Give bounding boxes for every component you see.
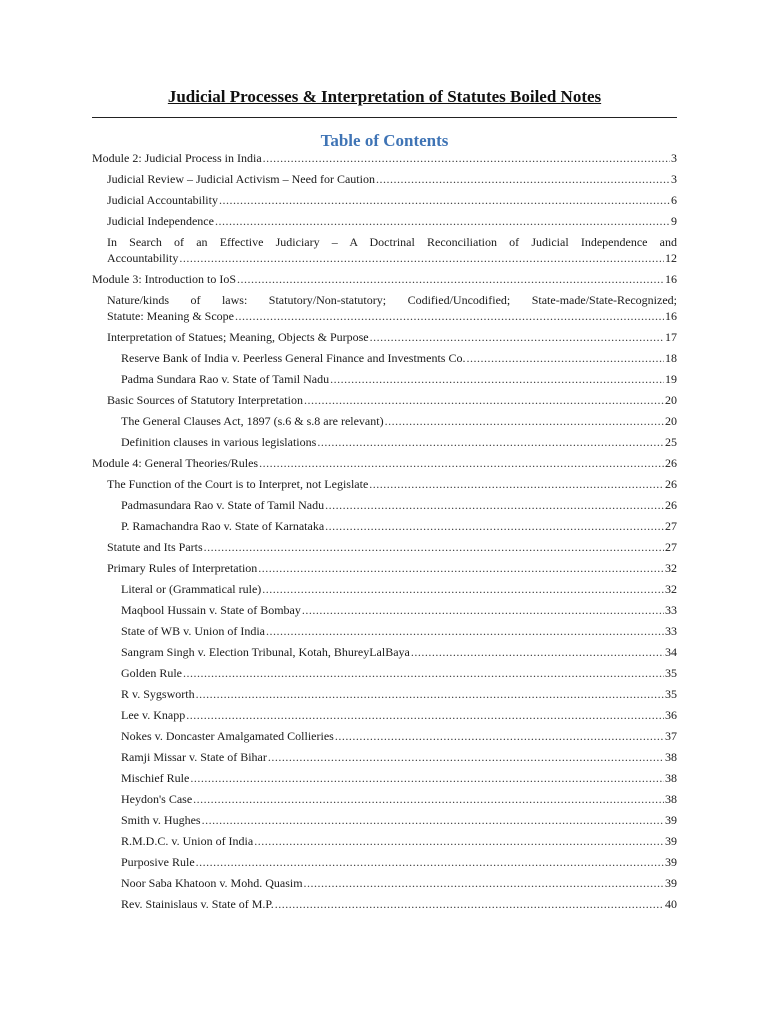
toc-entry-text: Noor Saba Khatoon v. Mohd. Quasim xyxy=(121,876,303,890)
dot-leader xyxy=(317,434,664,450)
toc-entry-row xyxy=(121,833,677,849)
toc-entry-page: 9 xyxy=(671,214,677,228)
dot-leader xyxy=(179,250,664,266)
dot-leader xyxy=(302,602,664,618)
dot-leader xyxy=(204,539,664,555)
toc-entry[interactable] xyxy=(92,476,677,492)
toc-entry-page: 32 xyxy=(665,582,677,596)
toc-entry-text: Maqbool Hussain v. State of Bombay xyxy=(121,603,301,617)
toc-entry-text-line1: Nature/kinds of laws: Statutory/Non-statutory; Codified/Uncodified; State-made/State-Recognized; xyxy=(107,293,677,307)
dot-leader xyxy=(196,686,664,702)
toc-entry-page: 36 xyxy=(665,708,677,722)
toc-entry-text: State of WB v. Union of India xyxy=(121,624,265,638)
toc-entry-page: 39 xyxy=(665,834,677,848)
toc-entry[interactable] xyxy=(92,234,677,266)
toc-entry[interactable] xyxy=(92,875,677,891)
toc-entry[interactable] xyxy=(92,623,677,639)
toc-entry-text: The General Clauses Act, 1897 (s.6 & s.8 are relevant) xyxy=(121,414,384,428)
toc-entry-text: P. Ramachandra Rao v. State of Karnataka xyxy=(121,519,325,533)
toc-entry-text: Accountability xyxy=(107,251,179,265)
toc-entry[interactable] xyxy=(92,749,677,765)
toc-heading: Table of Contents xyxy=(320,131,449,150)
toc-entry-row xyxy=(121,644,677,660)
toc-entry-row xyxy=(92,271,677,287)
dot-leader xyxy=(304,875,664,891)
toc-entry-page: 39 xyxy=(665,855,677,869)
dot-leader xyxy=(262,581,664,597)
toc-entry-text: Interpretation of Statues; Meaning, Objects & Purpose xyxy=(107,330,369,344)
toc-entry-row xyxy=(121,665,677,681)
dot-leader xyxy=(376,171,670,187)
toc-entry[interactable] xyxy=(92,192,677,208)
toc-entry-row xyxy=(121,791,677,807)
toc-entry-row xyxy=(107,308,677,324)
toc-entry-text: Padma Sundara Rao v. State of Tamil Nadu xyxy=(121,372,330,386)
toc-entry-text: Rev. Stainislaus v. State of M.P. xyxy=(121,897,274,911)
toc-entry[interactable] xyxy=(92,791,677,807)
toc-entry-row xyxy=(107,192,677,208)
toc-entry-text: Golden Rule xyxy=(121,666,182,680)
toc-entry-page: 35 xyxy=(665,666,677,680)
toc-entry-page: 40 xyxy=(665,897,677,911)
dot-leader xyxy=(193,791,664,807)
toc-entry-text: Module 4: General Theories/Rules xyxy=(92,456,259,470)
toc-entry[interactable] xyxy=(92,539,677,555)
dot-leader xyxy=(258,560,664,576)
toc-entry-row xyxy=(107,329,677,345)
toc-entry-text: The Function of the Court is to Interpret, not Legislate xyxy=(107,477,369,491)
toc-entry-row xyxy=(121,875,677,891)
toc-entry[interactable] xyxy=(92,150,677,166)
toc-entry-page: 3 xyxy=(671,172,677,186)
toc-entry-row xyxy=(107,171,677,187)
toc-entry[interactable] xyxy=(92,392,677,408)
toc-entry-page: 6 xyxy=(671,193,677,207)
toc-entry-row xyxy=(121,371,677,387)
dot-leader xyxy=(235,308,664,324)
toc-entry-text: Judicial Review – Judicial Activism – Need for Caution xyxy=(107,172,375,186)
toc-entry-page: 26 xyxy=(665,477,677,491)
toc-entry[interactable] xyxy=(92,728,677,744)
dot-leader xyxy=(202,812,664,828)
toc-entry[interactable] xyxy=(92,329,677,345)
toc-entry-text: Ramji Missar v. State of Bihar xyxy=(121,750,267,764)
toc-entry-row xyxy=(121,728,677,744)
toc-entry-row xyxy=(121,686,677,702)
toc-entry-row xyxy=(107,392,677,408)
toc-entry-row xyxy=(121,623,677,639)
toc-entry-row xyxy=(121,350,677,366)
toc-entry-text: Basic Sources of Statutory Interpretation xyxy=(107,393,303,407)
toc-entry[interactable] xyxy=(92,644,677,660)
title-divider xyxy=(92,117,677,118)
toc-entry[interactable] xyxy=(92,213,677,229)
toc-entry-row xyxy=(107,539,677,555)
toc-entry-row xyxy=(92,150,677,166)
dot-leader xyxy=(263,150,670,166)
toc-entry-text: Heydon's Case xyxy=(121,792,193,806)
toc-entry-text: Primary Rules of Interpretation xyxy=(107,561,258,575)
toc-entry-text: Literal or (Grammatical rule) xyxy=(121,582,262,596)
toc-entry-text: Purposive Rule xyxy=(121,855,195,869)
toc-entry[interactable] xyxy=(92,602,677,618)
dot-leader xyxy=(215,213,670,229)
toc-entry-row xyxy=(121,707,677,723)
dot-leader xyxy=(335,728,664,744)
dot-leader xyxy=(219,192,670,208)
toc-entry-page: 26 xyxy=(665,456,677,470)
toc-entry-text: R v. Sygsworth xyxy=(121,687,195,701)
toc-entry-page: 39 xyxy=(665,876,677,890)
toc-entry-text: Mischief Rule xyxy=(121,771,190,785)
toc-entry-row xyxy=(107,250,677,266)
toc-entry-text: Lee v. Knapp xyxy=(121,708,186,722)
toc-entry-page: 38 xyxy=(665,750,677,764)
toc-entry-page: 38 xyxy=(665,771,677,785)
toc-entry-text: Module 2: Judicial Process in India xyxy=(92,151,262,165)
toc-entry-page: 37 xyxy=(665,729,677,743)
dot-leader xyxy=(254,833,664,849)
document-title: Judicial Processes & Interpretation of Statutes Boiled Notes xyxy=(167,87,602,106)
toc-entry-text: Judicial Accountability xyxy=(107,193,218,207)
dot-leader xyxy=(183,665,664,681)
dot-leader xyxy=(466,350,664,366)
dot-leader xyxy=(196,854,664,870)
toc-entry[interactable] xyxy=(92,518,677,534)
toc-entry-page: 34 xyxy=(665,645,677,659)
toc-entry[interactable] xyxy=(92,665,677,681)
toc-entry-page: 19 xyxy=(665,372,677,386)
dot-leader xyxy=(275,896,664,912)
toc-entry-text: Module 3: Introduction to IoS xyxy=(92,272,236,286)
toc-entry-page: 17 xyxy=(665,330,677,344)
toc-entry-page: 3 xyxy=(671,151,677,165)
toc-entry-page: 12 xyxy=(665,251,677,265)
toc-entry-text: Sangram Singh v. Election Tribunal, Kotah, BhureyLalBaya xyxy=(121,645,410,659)
dot-leader xyxy=(259,455,664,471)
toc-entry-row xyxy=(121,518,677,534)
dot-leader xyxy=(369,476,664,492)
toc-entry-row xyxy=(121,602,677,618)
toc-entry-page: 27 xyxy=(665,540,677,554)
toc-entry-text: Padmasundara Rao v. State of Tamil Nadu xyxy=(121,498,325,512)
toc-entry-page: 33 xyxy=(665,603,677,617)
toc-entry[interactable] xyxy=(92,812,677,828)
toc-entry[interactable] xyxy=(92,686,677,702)
toc-entry-text: Statute: Meaning & Scope xyxy=(107,309,234,323)
toc-entry[interactable] xyxy=(92,292,677,324)
toc-entry-text: Smith v. Hughes xyxy=(121,813,201,827)
toc-entry-text: R.M.D.C. v. Union of India xyxy=(121,834,254,848)
dot-leader xyxy=(411,644,664,660)
toc-entry-page: 16 xyxy=(665,309,677,323)
toc-entry[interactable] xyxy=(92,833,677,849)
toc-entry-row xyxy=(121,581,677,597)
toc-entry-row xyxy=(121,497,677,513)
dot-leader xyxy=(325,497,664,513)
toc-entry-row xyxy=(107,213,677,229)
toc-entry-row xyxy=(121,812,677,828)
dot-leader xyxy=(268,749,664,765)
toc-entry-row xyxy=(121,434,677,450)
toc-entry[interactable] xyxy=(92,371,677,387)
toc-entry[interactable] xyxy=(92,350,677,366)
toc-entry-text-line1: In Search of an Effective Judiciary – A Doctrinal Reconciliation of Judicial Independence and xyxy=(107,235,677,249)
toc-entry-text: Reserve Bank of India v. Peerless General Finance and Investments Co. xyxy=(121,351,466,365)
toc-entry-page: 18 xyxy=(665,351,677,365)
dot-leader xyxy=(325,518,664,534)
toc-entry[interactable] xyxy=(92,560,677,576)
toc-entry-text: Statute and Its Parts xyxy=(107,540,203,554)
dot-leader xyxy=(370,329,664,345)
toc-entry-row xyxy=(121,896,677,912)
toc-entry-text: Judicial Independence xyxy=(107,214,214,228)
table-of-contents xyxy=(92,150,677,917)
toc-entry-page: 20 xyxy=(665,393,677,407)
toc-entry-row xyxy=(121,770,677,786)
dot-leader xyxy=(186,707,664,723)
dot-leader xyxy=(304,392,664,408)
toc-entry-page: 32 xyxy=(665,561,677,575)
toc-entry[interactable] xyxy=(92,271,677,287)
toc-entry[interactable] xyxy=(92,707,677,723)
toc-entry-text: Definition clauses in various legislations xyxy=(121,435,317,449)
dot-leader xyxy=(266,623,664,639)
toc-entry-row xyxy=(107,560,677,576)
dot-leader xyxy=(330,371,664,387)
toc-entry[interactable] xyxy=(92,770,677,786)
toc-entry-text: Nokes v. Doncaster Amalgamated Collieries xyxy=(121,729,334,743)
dot-leader xyxy=(237,271,664,287)
toc-entry-page: 39 xyxy=(665,813,677,827)
toc-entry-row xyxy=(107,476,677,492)
toc-entry[interactable] xyxy=(92,581,677,597)
toc-entry-row xyxy=(121,854,677,870)
toc-entry-page: 20 xyxy=(665,414,677,428)
toc-entry-page: 26 xyxy=(665,498,677,512)
toc-entry[interactable] xyxy=(92,413,677,429)
dot-leader xyxy=(385,413,664,429)
toc-entry[interactable] xyxy=(92,854,677,870)
dot-leader xyxy=(190,770,664,786)
toc-entry-row xyxy=(121,749,677,765)
toc-entry[interactable] xyxy=(92,434,677,450)
toc-entry-page: 16 xyxy=(665,272,677,286)
toc-entry-page: 33 xyxy=(665,624,677,638)
toc-entry-page: 38 xyxy=(665,792,677,806)
toc-entry[interactable] xyxy=(92,455,677,471)
toc-entry-page: 27 xyxy=(665,519,677,533)
toc-entry[interactable] xyxy=(92,896,677,912)
toc-entry[interactable] xyxy=(92,171,677,187)
toc-entry-page: 25 xyxy=(665,435,677,449)
toc-entry[interactable] xyxy=(92,497,677,513)
toc-entry-row xyxy=(92,455,677,471)
toc-entry-row xyxy=(121,413,677,429)
toc-entry-page: 35 xyxy=(665,687,677,701)
